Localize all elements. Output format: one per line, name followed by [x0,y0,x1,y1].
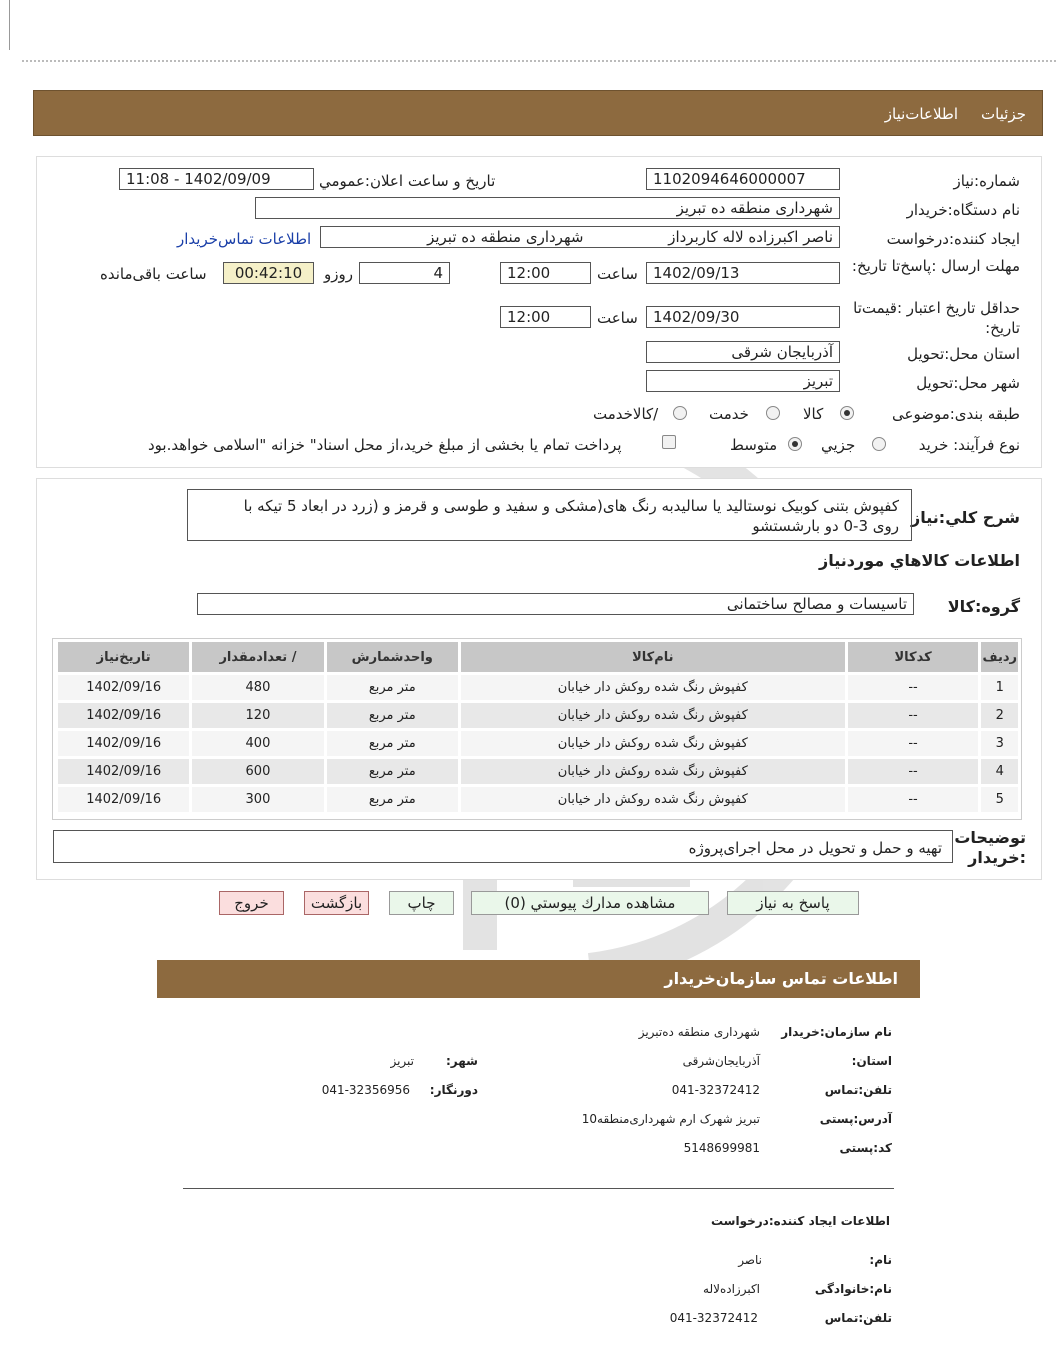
days-field: 4 [359,262,450,284]
summary-line-1: کفپوش بتنی کوبیک نوستالید یا سالیدبه رنگ های(مشکی و سفید و طوسی و قرمز و (زرد در ابعاد 5 تیکه با [243,497,899,515]
cell-quantity: 400 [192,731,323,756]
contact-address-label: آدرس:پستی [819,1112,892,1126]
validity-time-field: 12:00 [500,306,591,328]
print-button[interactable]: چاپ [389,891,454,915]
cell-need-date: 1402/09/16 [58,731,189,756]
category-service-radio[interactable] [766,406,780,420]
buyer-notes-label-line-2: :خریدار [968,848,1026,867]
cell-item-code: -- [848,703,979,728]
creator-label: ایجاد کننده:درخواست [886,230,1020,248]
goods-table-frame [52,638,1022,820]
creator-org: شهرداری منطقه ده تبریز [427,228,584,246]
validity-time-label: ساعت [597,309,638,327]
creator-phone: 041-32372412 [669,1311,758,1325]
contact-fax-label: دورنگار: [429,1083,478,1097]
province-field: آذربایجان شرقی [646,341,840,363]
cell-need-date: 1402/09/16 [58,787,189,812]
category-label: طبقه بندی:موضوعی [892,405,1020,423]
cell-row-number: 1 [981,675,1018,700]
contact-org: شهرداری منطقه ده‌تبریز [638,1025,760,1039]
category-both-label: /کالاخدمت [593,405,659,423]
goods-group-label: گروه:كالا [947,597,1020,616]
buyer-notes-label [954,828,1026,868]
creator-name: ناصر اکبرزاده لاله کاربرداز [668,228,833,246]
process-minor-radio[interactable] [872,437,886,451]
creator-info-title: اطلاعات ایجاد کننده:درخواست [710,1214,890,1228]
table-row [58,731,1018,756]
reply-time-field: 12:00 [500,262,591,284]
reply-deadline-label: مهلت ارسال :پاسخ‌تا تاریخ: [851,257,1020,275]
contact-province-label: استان: [851,1054,892,1068]
summary-field [187,489,912,541]
cell-quantity: 480 [192,675,323,700]
category-service-label: خدمت [709,405,749,423]
cell-quantity: 300 [192,787,323,812]
col-header-need-date: تاریخ‌نیاز [58,642,189,672]
process-medium-label: متوسط [730,436,778,454]
cell-item-code: -- [848,787,979,812]
cell-quantity: 600 [192,759,323,784]
buyer-notes-field: تهیه و حمل و تحویل در محل اجرای‌پروژه [53,830,953,863]
days-label: روزو [324,265,353,283]
contact-postal: 5148699981 [683,1141,760,1155]
cell-item-code: -- [848,759,979,784]
table-row [58,759,1018,784]
creator-family-name: اکبرزاده‌لاله [703,1282,760,1296]
col-header-quantity: / تعدادمقدار [192,642,323,672]
category-goods-radio[interactable] [840,406,854,420]
contact-phone: 041-32372412 [671,1083,760,1097]
cell-need-date: 1402/09/16 [58,675,189,700]
cell-unit: متر مربع [327,675,458,700]
cell-unit: متر مربع [327,759,458,784]
cell-quantity: 120 [192,703,323,728]
cell-item-name: کفپوش رنگ شده روکش دار خیابان [461,675,845,700]
contact-org-label: نام سازمان:خریدار [781,1025,892,1039]
goods-info-title: اطلاعات كالاهاي موردنیاز [819,551,1020,570]
validity-label: حداقل تاریخ اعتبار :قیمت‌تا تاریخ: [853,299,1020,337]
contact-section-header [157,960,920,998]
buyer-org-field: شهرداری منطقه ده تبریز [255,197,840,219]
buyer-org-label: نام دستگاه:خریدار [906,201,1020,219]
cell-row-number: 2 [981,703,1018,728]
province-label: استان محل:تحویل [907,345,1020,363]
contact-city: تبریز [390,1054,414,1068]
reply-date-field: 1402/09/13 [646,262,840,284]
city-field: تبریز [646,370,840,392]
exit-button[interactable]: خروج [219,891,284,915]
contact-province: آذربایجان‌شرقی [682,1054,760,1068]
category-goods-label: کالا [803,405,824,423]
cell-unit: متر مربع [327,731,458,756]
reply-button[interactable]: پاسخ به نیاز [727,891,859,915]
cell-row-number: 3 [981,731,1018,756]
back-button[interactable]: بازگشت [304,891,369,915]
cell-item-name: کفپوش رنگ شده روکش دار خیابان [461,731,845,756]
goods-table [55,639,1021,815]
cell-item-name: کفپوش رنگ شده روکش دار خیابان [461,703,845,728]
table-row [58,703,1018,728]
tab-details[interactable]: جزئیات [981,105,1026,123]
treasury-payment-note: پرداخت تمام یا بخشی از مبلغ خرید،از محل اسناد" خزانه "اسلامی خواهد.بود [148,436,622,454]
contact-address: تبریز شهرک ارم شهرداری‌منطقه10 [581,1112,760,1126]
treasury-payment-checkbox[interactable] [662,435,676,449]
cell-item-code: -- [848,731,979,756]
tab-need-info[interactable]: اطلاعات‌نیاز [884,105,958,123]
creator-field [320,226,840,248]
cell-unit: متر مربع [327,703,458,728]
col-header-item-code: كدكالا [848,642,979,672]
announce-label: تاریخ و ساعت اعلان:عمومي [319,172,496,190]
creator-name-label: نام: [869,1253,892,1267]
creator-first-name: ناصر [738,1253,762,1267]
summary-label: شرح كلي:نیاز [911,508,1020,527]
goods-group-field: تاسیسات و مصالح ساختمانی [197,593,914,615]
summary-line-2: روی 3-0 دو بارشستشو [752,517,899,535]
announce-field: 1402/09/09 - 11:08 [119,168,314,190]
left-rule [9,0,10,50]
cell-unit: متر مربع [327,787,458,812]
process-medium-radio[interactable] [788,437,802,451]
remaining-time-field: 00:42:10 [223,262,314,284]
cell-item-name: کفپوش رنگ شده روکش دار خیابان [461,787,845,812]
contact-section-title: اطلاعات تماس سازمان‌خریدار [664,969,898,988]
contact-fax: 041-32356956 [321,1083,410,1097]
creator-phone-label: تلفن:تماس [824,1311,892,1325]
buyer-notes-label-line-1: توضیحات [954,828,1026,847]
process-minor-label: جزیي [821,436,856,454]
table-row [58,675,1018,700]
col-header-row-number: ردیف [981,642,1018,672]
contact-postal-label: کد:پستی [839,1141,892,1155]
dotted-divider [22,60,1056,62]
table-header-row [58,642,1018,672]
need-number-field: 1102094646000007 [646,168,840,190]
need-number-label: شماره:نیاز [953,172,1020,190]
cell-row-number: 4 [981,759,1018,784]
cell-need-date: 1402/09/16 [58,759,189,784]
top-header-bar [33,90,1043,136]
contact-divider [183,1188,894,1189]
col-header-unit: واحدشمارش [327,642,458,672]
creator-family-label: نام:خانوادگی [814,1282,892,1296]
cell-row-number: 5 [981,787,1018,812]
table-row [58,787,1018,812]
contact-city-label: شهر: [446,1054,478,1068]
cell-item-code: -- [848,675,979,700]
process-label: نوع فرآیند: خرید [918,436,1020,454]
category-both-radio[interactable] [673,406,687,420]
remaining-label: ساعت باقی‌مانده [100,265,207,283]
col-header-item-name: نام‌كالا [461,642,845,672]
reply-time-label: ساعت [597,265,638,283]
validity-date-field: 1402/09/30 [646,306,840,328]
city-label: شهر محل:تحویل [916,374,1020,392]
cell-item-name: کفپوش رنگ شده روکش دار خیابان [461,759,845,784]
contact-phone-label: تلفن:تماس [824,1083,892,1097]
cell-need-date: 1402/09/16 [58,703,189,728]
buyer-contact-link[interactable]: اطلاعات تماس‌خریدار [177,230,312,248]
view-attachments-button[interactable]: مشاهده مدارك پیوستي (0) [471,891,709,915]
